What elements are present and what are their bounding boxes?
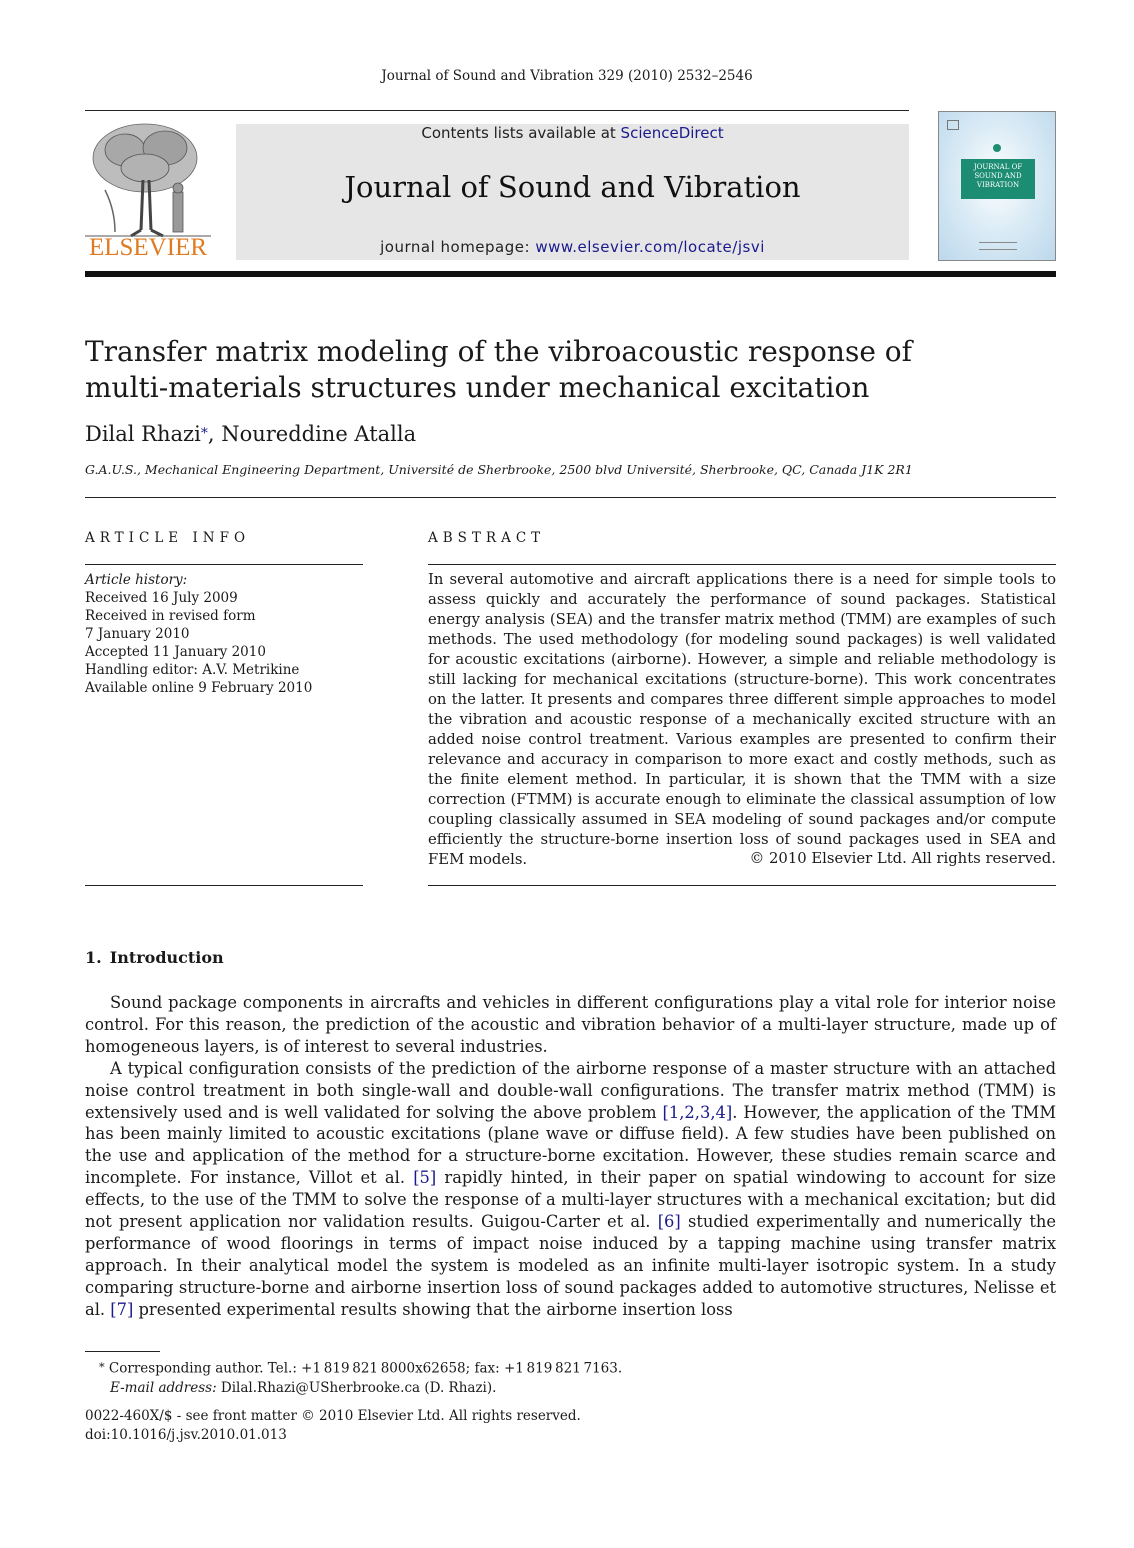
article-info-heading: ARTICLE INFO: [85, 530, 251, 546]
elsevier-wordmark: ELSEVIER: [88, 234, 208, 261]
citation-link-1-4[interactable]: [1,2,3,4]: [662, 1102, 733, 1122]
footnote-email[interactable]: Dilal.Rhazi@USherbrooke.ca (D. Rhazi).: [216, 1379, 497, 1396]
cover-publisher-mark: [979, 242, 1017, 250]
history-received: Received 16 July 2009: [85, 590, 238, 606]
elsevier-logo[interactable]: [85, 120, 211, 262]
contents-prefix: Contents lists available at: [421, 124, 621, 142]
author-separator: ,: [207, 422, 222, 446]
intro-paragraph-1: Sound package components in aircrafts and vehicles in different configurations play a vital role for interior noise control. For this reason, the prediction of the acoustic and vibration behavior of a multi-layer structure, made up of homogeneous layers, is of interest to several industries.: [85, 993, 1056, 1056]
intro-p2-text-c: rapidly hinted, in their paper on spatial windowing to account for size effects, to the use of the TMM to solve the response of a multi-layer structures with a mechanical excitation; but did not present application nor validation results. Guigou-Carter et al.: [85, 1168, 1056, 1232]
homepage-prefix: journal homepage:: [380, 238, 536, 256]
author-2[interactable]: Noureddine Atalla: [221, 422, 417, 446]
homepage-line: [236, 238, 909, 256]
history-accepted: Accepted 11 January 2010: [85, 644, 266, 660]
footnote-email-label: E-mail address:: [110, 1379, 217, 1396]
abstract-heading: ABSTRACT: [428, 530, 546, 546]
contents-line: [236, 124, 909, 142]
history-available-online: Available online 9 February 2010: [85, 680, 313, 696]
homepage-link[interactable]: www.elsevier.com/locate/jsvi: [535, 238, 765, 256]
article-title-line-1: Transfer matrix modeling of the vibroacoustic response of: [85, 335, 913, 368]
front-matter: [85, 1407, 581, 1445]
article-history: [85, 571, 312, 697]
history-revised-date: 7 January 2010: [85, 626, 190, 642]
journal-cover-thumbnail[interactable]: [938, 111, 1056, 261]
footnote-mark: ⁎: [99, 1357, 105, 1370]
issn-line: 0022-460X/$ - see front matter © 2010 Elsevier Ltd. All rights reserved.: [85, 1408, 581, 1424]
intro-paragraph-2: [85, 1058, 1056, 1321]
section-heading-introduction: 1. Introduction: [85, 948, 224, 967]
intro-p2-text-e: presented experimental results showing that the airborne insertion loss: [133, 1299, 733, 1319]
introduction-body: [85, 992, 1056, 1321]
cover-title-box: JOURNAL OF SOUND AND VIBRATION: [961, 159, 1035, 199]
abstract-rule-bottom: [428, 885, 1056, 886]
intro-p2-text-a: A typical configuration consists of the prediction of the airborne response of a master structure with an attached noise control treatment in both single-wall and double-wall configurations. The transfer matrix method (TMM) is extensively used and is well validated for solving the above problem: [85, 1058, 1056, 1122]
header-rule: [85, 110, 909, 111]
footnote-email-line: [85, 1379, 622, 1398]
article-title-line-2: multi-materials structures under mechanical excitation: [85, 371, 870, 404]
footnote-corresponding: [85, 1354, 622, 1379]
footnote: [85, 1354, 622, 1398]
footnote-contact: Corresponding author. Tel.: +1 819 821 8000x62658; fax: +1 819 821 7163.: [104, 1360, 623, 1377]
authors: [85, 421, 416, 446]
intro-p2-text-b: . However, the application of the TMM has been mainly limited to acoustic excitations (plane wave or diffuse field). A few studies have been published on the use and application of the method for a structure-borne excitation. However, these studies remain scarce and incomplete. For instance, Villot et al.: [85, 1102, 1056, 1188]
cover-logo-icon: [947, 120, 959, 130]
citation-link-7[interactable]: [7]: [110, 1299, 134, 1319]
title-rule: [85, 497, 1056, 498]
journal-masthead: [236, 124, 909, 260]
article-info-rule-bottom: [85, 885, 363, 886]
elsevier-tree-icon: [85, 120, 211, 238]
affiliation: G.A.U.S., Mechanical Engineering Department, Université de Sherbrooke, 2500 blvd Université, Sherbrooke, QC, Canada J1K 2R1: [85, 462, 913, 477]
abstract-rule-top: [428, 564, 1056, 565]
history-revised-label: Received in revised form: [85, 608, 256, 624]
cover-emblem-icon: [993, 144, 1001, 152]
running-head: Journal of Sound and Vibration 329 (2010) 2532–2546: [381, 68, 753, 84]
abstract-text: In several automotive and aircraft applications there is a need for simple tools to assess quickly and accurately the performance of sound packages. Statistical energy analysis (SEA) and the transfer matrix method (TMM) are examples of such methods. The used methodology (for modeling sound packages) is well validated for acoustic excitations (airborne). However, a simple and reliable methodology is still lacking for mechanical excitations (structure-borne). This work concentrates on the latter. It presents and compares three different simple approaches to model the vibration and acoustic response of a mechanically excited structure with an added noise control treatment. Various examples are presented to confirm their relevance and accuracy in comparison to more exact and costly methods, such as the finite element method. In particular, it is shown that the TMM with a size correction (FTMM) is accurate enough to eliminate the classical assumption of low coupling classically assumed in SEA modeling of sound packages and/or compute efficiently the structure-borne insertion loss of sound packages used in SEA and FEM models.: [428, 571, 1056, 868]
doi-line[interactable]: doi:10.1016/j.jsv.2010.01.013: [85, 1427, 287, 1443]
citation-link-5[interactable]: [5]: [413, 1168, 437, 1188]
sciencedirect-link[interactable]: ScienceDirect: [620, 124, 724, 142]
footnote-rule: [85, 1351, 160, 1352]
article-title: [85, 334, 1056, 406]
abstract-copyright: © 2010 Elsevier Ltd. All rights reserved.: [749, 850, 1056, 867]
article-info-rule-top: [85, 564, 363, 565]
corresponding-author-mark[interactable]: ⁎: [200, 421, 208, 437]
article-history-label: Article history:: [85, 572, 188, 588]
journal-title: Journal of Sound and Vibration: [344, 170, 801, 204]
citation-link-6[interactable]: [6]: [657, 1212, 681, 1232]
author-1[interactable]: Dilal Rhazi: [85, 422, 201, 446]
header-thick-rule: [85, 271, 1056, 277]
intro-p2-text-d: studied experimentally and numerically the performance of wood floorings in terms of impact noise induced by a tapping machine using transfer matrix approach. In their analytical model the system is modeled as an infinite multi-layer isotropic system. In a study comparing structure-borne and airborne insertion loss of sound packages added to automotive structures, Nelisse et al.: [85, 1212, 1056, 1319]
history-handling-editor: Handling editor: A.V. Metrikine: [85, 662, 300, 678]
